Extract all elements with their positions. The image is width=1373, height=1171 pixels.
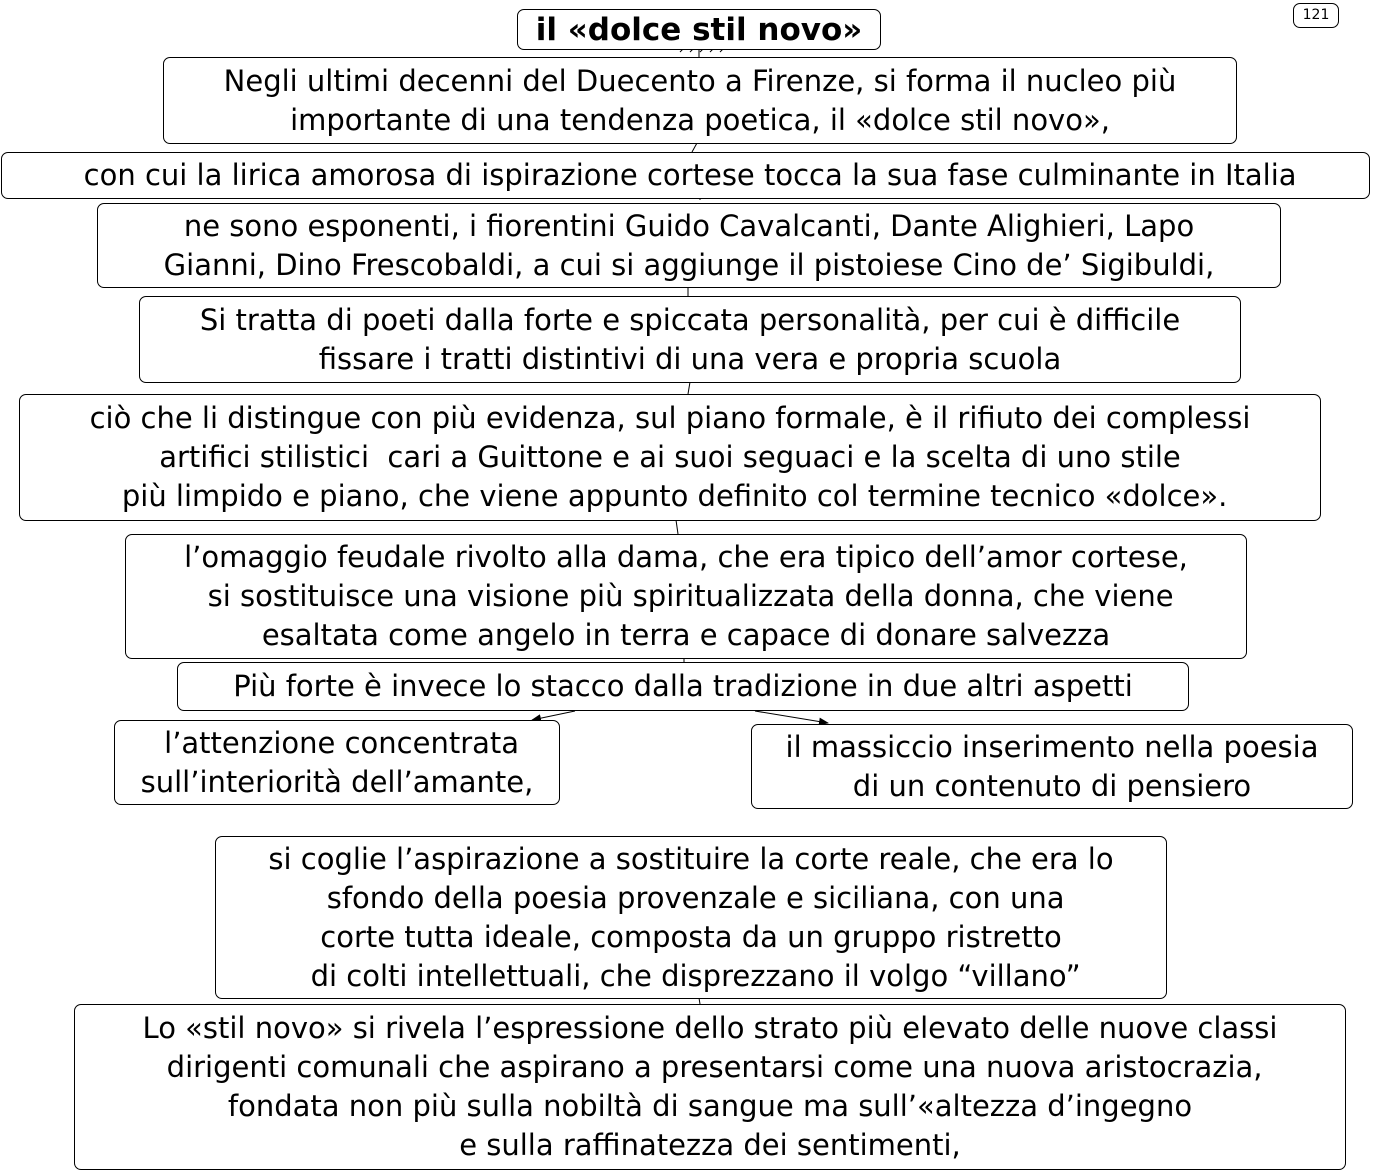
node-stil-novo-espressione[interactable]: Lo «stil novo» si rivela l’espressione dello strato più elevato delle nuove classi dirigenti comunali che aspirano a presentarsi come una nuova aristocrazia, fondata non più sulla nobiltà di sangue ma sull’«altezza d’ingegno e sulla raffinatezza dei sentimenti, [74, 1004, 1346, 1170]
link-n7-n9 [755, 711, 828, 723]
node-rifiuto-artifici[interactable]: ciò che li distingue con più evidenza, sul piano formale, è il rifiuto dei complessi artifici stilistici cari a Guittone e ai suoi seguaci e la scelta di uno stile più limpido e piano, che viene appunto definito col termine tecnico «dolce». [19, 394, 1321, 521]
page-number-badge: 121 [1293, 3, 1339, 28]
link-n1-n2 [692, 143, 697, 152]
node-contenuto-pensiero[interactable]: il massiccio inserimento nella poesia di un contenuto di pensiero [751, 724, 1353, 809]
node-stacco-tradizione[interactable]: Più forte è invece lo stacco dalla tradizione in due altri aspetti [177, 662, 1189, 711]
node-corte-ideale[interactable]: si coglie l’aspirazione a sostituire la corte reale, che era lo sfondo della poesia provenzale e siciliana, con una corte tutta ideale, composta da un gruppo ristretto di colti intellettuali, che disprezzano il volgo “villano” [215, 836, 1167, 999]
title-node[interactable]: il «dolce stil novo» [517, 9, 881, 50]
node-lirica-amorosa[interactable]: con cui la lirica amorosa di ispirazione cortese tocca la sua fase culminante in Italia [1, 152, 1370, 199]
node-duecento-firenze[interactable]: Negli ultimi decenni del Duecento a Firenze, si forma il nucleo più importante di una tendenza poetica, il «dolce stil novo», [163, 57, 1237, 144]
node-interiorita-amante[interactable]: l’attenzione concentrata sull’interiorità dell’amante, [114, 720, 560, 805]
node-omaggio-feudale[interactable]: l’omaggio feudale rivolto alla dama, che era tipico dell’amor cortese, si sostituisce una visione più spiritualizzata della donna, che viene esaltata come angelo in terra e capace di donare salvezza [125, 534, 1247, 659]
node-poeti-personalita[interactable]: Si tratta di poeti dalla forte e spiccata personalità, per cui è difficile fissare i tratti distintivi di una vera e propria scuola [139, 296, 1241, 383]
link-n5-n6 [676, 520, 678, 534]
node-esponenti[interactable]: ne sono esponenti, i fiorentini Guido Cavalcanti, Dante Alighieri, Lapo Gianni, Dino Frescobaldi, a cui si aggiunge il pistoiese Cino de’ Sigibuldi, [97, 203, 1281, 288]
link-n4-n5 [688, 382, 690, 394]
link-n7-n8 [532, 711, 575, 720]
